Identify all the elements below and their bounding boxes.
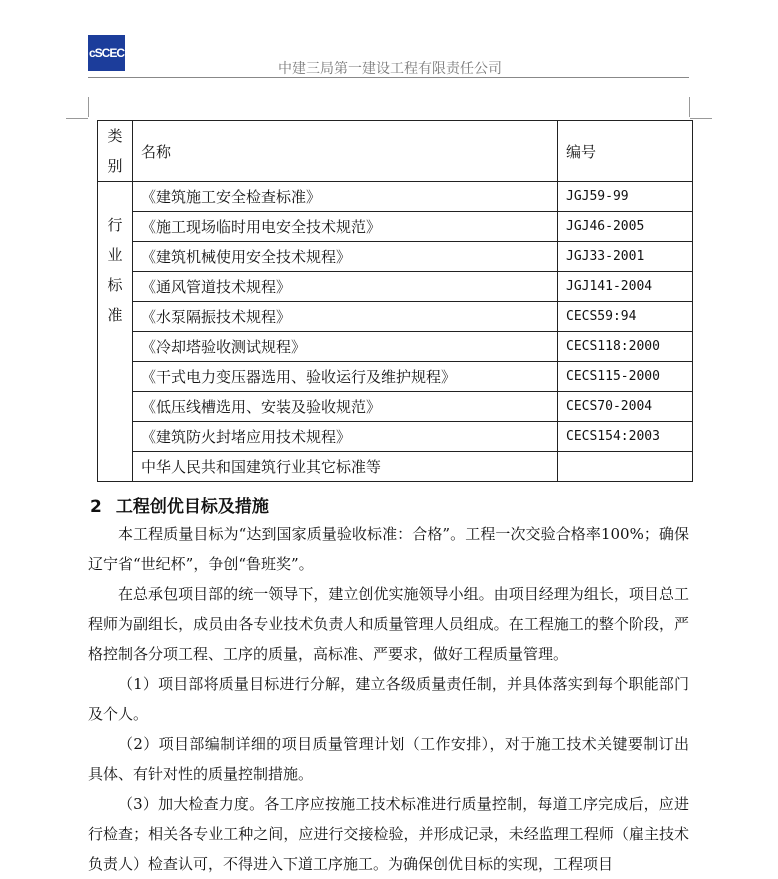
table-row xyxy=(98,272,693,302)
standard-code: CECS115-2000 xyxy=(558,362,693,392)
standard-name: 《低压线槽选用、安装及验收规范》 xyxy=(133,392,558,422)
header-divider xyxy=(88,77,689,78)
crop-mark-right-v xyxy=(689,97,690,117)
standard-code: CECS70-2004 xyxy=(558,392,693,422)
standard-name: 《冷却塔验收测试规程》 xyxy=(133,332,558,362)
crop-mark-left-v xyxy=(88,97,89,117)
paragraph: （2）项目部编制详细的项目质量管理计划（工作安排），对于施工技术关键要制订出具体、有针对性的质量控制措施。 xyxy=(88,735,689,783)
body-text xyxy=(88,519,689,879)
table-row xyxy=(98,422,693,452)
table-row xyxy=(98,212,693,242)
company-name: 中建三局第一建设工程有限责任公司 xyxy=(278,61,502,77)
table-row xyxy=(98,392,693,422)
section-number: 2 xyxy=(90,497,102,517)
standard-code: JGJ59-99 xyxy=(558,182,693,212)
crop-mark-left-h xyxy=(66,118,88,119)
table-row xyxy=(98,362,693,392)
standard-code: JGJ141-2004 xyxy=(558,272,693,302)
header-code: 编号 xyxy=(558,121,693,182)
section-heading xyxy=(90,492,269,517)
standard-name: 《通风管道技术规程》 xyxy=(133,272,558,302)
standard-code: JGJ46-2005 xyxy=(558,212,693,242)
standard-name: 《施工现场临时用电安全技术规范》 xyxy=(133,212,558,242)
standard-name: 《建筑机械使用安全技术规程》 xyxy=(133,242,558,272)
standard-name: 《干式电力变压器选用、验收运行及维护规程》 xyxy=(133,362,558,392)
paragraph: （3）加大检查力度。各工序应按施工技术标准进行质量控制，每道工序完成后，应进行检查；相关各专业工种之间，应进行交接检验，并形成记录，未经监理工程师（雇主技术负责人）检查认可，不得进入下道工序施工。为确保创优目标的实现，工程项目 xyxy=(88,795,689,873)
table-row xyxy=(98,452,693,482)
paragraph: 在总承包项目部的统一领导下，建立创优实施领导小组。由项目经理为组长，项目总工程师为副组长，成员由各专业技术负责人和质量管理人员组成。在工程施工的整个阶段，严格控制各分项工程、工序的质量，高标准、严要求，做好工程质量管理。 xyxy=(88,585,689,663)
table-row xyxy=(98,302,693,332)
table-row xyxy=(98,332,693,362)
table-header-row xyxy=(98,121,693,182)
standard-name: 《建筑施工安全检查标准》 xyxy=(133,182,558,212)
standard-code xyxy=(558,452,693,482)
standard-name: 《水泵隔振技术规程》 xyxy=(133,302,558,332)
company-logo: cSCEC xyxy=(88,35,125,71)
header-name: 名称 xyxy=(133,121,558,182)
paragraph: 本工程质量目标为“达到国家质量验收标准：合格”。工程一次交验合格率100%；确保辽宁省“世纪杯”，争创“鲁班奖”。 xyxy=(88,525,689,573)
standards-table xyxy=(97,120,693,482)
paragraph: （1）项目部将质量目标进行分解，建立各级质量责任制，并具体落实到每个职能部门及个人。 xyxy=(88,675,689,723)
standard-code: CECS118:2000 xyxy=(558,332,693,362)
standard-code: JGJ33-2001 xyxy=(558,242,693,272)
standard-name: 中华人民共和国建筑行业其它标准等 xyxy=(133,452,558,482)
standard-code: CECS154:2003 xyxy=(558,422,693,452)
table-row xyxy=(98,182,693,212)
table-row xyxy=(98,242,693,272)
category-cell: 行业标准 xyxy=(98,182,133,482)
crop-mark-right-h xyxy=(690,118,712,119)
standard-code: CECS59:94 xyxy=(558,302,693,332)
section-title: 工程创优目标及措施 xyxy=(115,497,269,517)
standard-name: 《建筑防火封堵应用技术规程》 xyxy=(133,422,558,452)
header-category: 类别 xyxy=(98,121,133,182)
